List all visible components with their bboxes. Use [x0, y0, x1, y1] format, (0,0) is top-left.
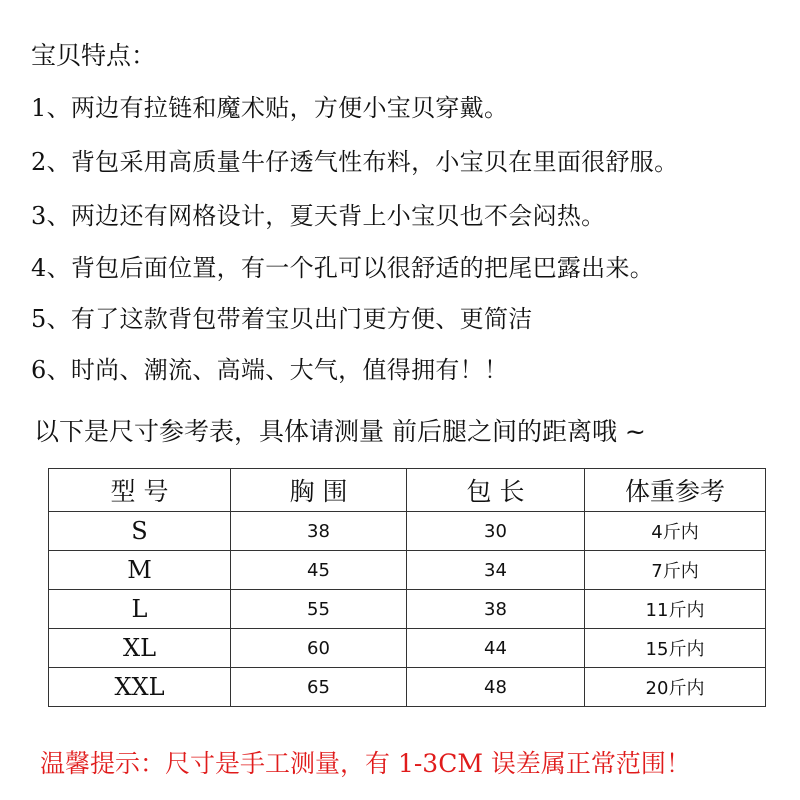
- cell-length: 48: [407, 668, 585, 707]
- feature-item-3: 3、两边还有网格设计，夏天背上小宝贝也不会闷热。: [31, 202, 606, 230]
- cell-chest: 65: [231, 668, 407, 707]
- cell-chest: 55: [231, 590, 407, 629]
- cell-model: L: [49, 590, 231, 629]
- cell-weight: 7斤内: [585, 551, 766, 590]
- size-table-intro: 以下是尺寸参考表，具体请测量 前后腿之间的距离哦 ~: [34, 417, 646, 446]
- header-length: 包 长: [407, 469, 585, 512]
- table-row: [49, 590, 766, 629]
- feature-item-2: 2、背包采用高质量牛仔透气性布料，小宝贝在里面很舒服。: [31, 148, 679, 176]
- feature-item-4: 4、背包后面位置，有一个孔可以很舒适的把尾巴露出来。: [31, 254, 655, 282]
- cell-chest: 45: [231, 551, 407, 590]
- cell-chest: 38: [231, 512, 407, 551]
- cell-weight: 4斤内: [585, 512, 766, 551]
- feature-item-1: 1、两边有拉链和魔术贴，方便小宝贝穿戴。: [31, 94, 509, 122]
- table-row: [49, 512, 766, 551]
- feature-item-5: 5、有了这款背包带着宝贝出门更方便、更简洁: [31, 305, 533, 333]
- header-weight: 体重参考: [585, 469, 766, 512]
- warm-notice: 温馨提示：尺寸是手工测量，有 1-3CM 误差属正常范围！: [40, 749, 691, 778]
- cell-length: 30: [407, 512, 585, 551]
- cell-model: M: [49, 551, 231, 590]
- cell-weight: 15斤内: [585, 629, 766, 668]
- table-row: [49, 668, 766, 707]
- feature-item-6: 6、时尚、潮流、高端、大气，值得拥有！！: [31, 356, 509, 384]
- header-chest: 胸 围: [231, 469, 407, 512]
- cell-length: 34: [407, 551, 585, 590]
- cell-length: 44: [407, 629, 585, 668]
- size-table: [48, 468, 766, 707]
- size-table-header-row: [49, 469, 766, 512]
- cell-model: S: [49, 512, 231, 551]
- table-row: [49, 551, 766, 590]
- cell-weight: 11斤内: [585, 590, 766, 629]
- header-model: 型 号: [49, 469, 231, 512]
- features-heading: 宝贝特点：: [31, 41, 157, 70]
- cell-model: XL: [49, 629, 231, 668]
- cell-weight: 20斤内: [585, 668, 766, 707]
- table-row: [49, 629, 766, 668]
- cell-chest: 60: [231, 629, 407, 668]
- cell-length: 38: [407, 590, 585, 629]
- cell-model: XXL: [49, 668, 231, 707]
